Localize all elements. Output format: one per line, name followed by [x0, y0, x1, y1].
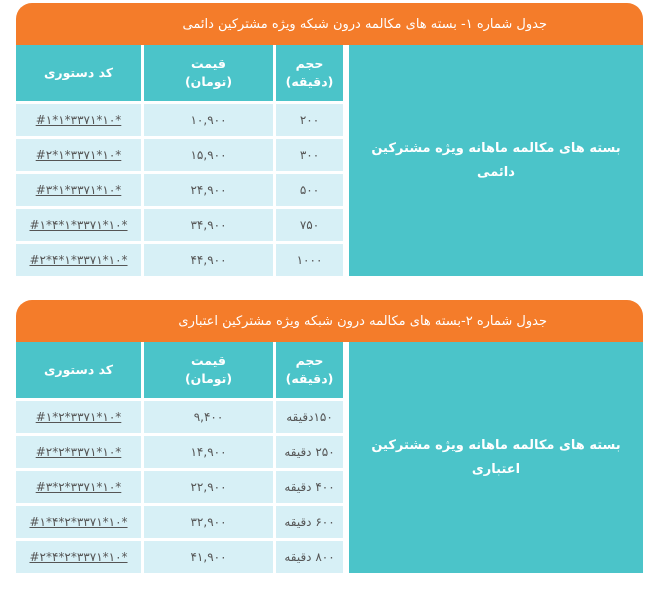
- table-row-price: [144, 436, 273, 468]
- package-table: [16, 342, 643, 573]
- volume-value: ۲۰۰: [299, 113, 320, 127]
- table-row-code[interactable]: [16, 104, 141, 136]
- ussd-code-link[interactable]: #۱*۴*۱*۳۳۷۱*۱۰*: [29, 218, 128, 232]
- volume-value: ۶۰۰ دقیقه: [284, 515, 335, 529]
- table-row-code[interactable]: [16, 436, 141, 468]
- table-title-bar: [16, 300, 643, 342]
- table-row-volume: [276, 401, 343, 433]
- header-code: [16, 45, 141, 101]
- table-row-code[interactable]: [16, 209, 141, 241]
- table-row-price: [144, 104, 273, 136]
- package-category-label: بسته های مکالمه ماهانه ویژه مشترکین دائمی: [371, 140, 621, 180]
- table-row-volume: [276, 139, 343, 171]
- table-row-volume: [276, 436, 343, 468]
- ussd-code-link[interactable]: #۲*۲*۳۳۷۱*۱۰*: [35, 445, 122, 459]
- table-title: جدول شماره ۲-بسته های مکالمه درون شبکه ویژه مشترکین اعتباری: [178, 313, 547, 329]
- table-row-code[interactable]: [16, 244, 141, 276]
- price-value: ۳۲,۹۰۰: [190, 515, 227, 529]
- table-row-code[interactable]: [16, 541, 141, 573]
- price-value: ۲۲,۹۰۰: [190, 480, 227, 494]
- header-volume-unit: (دقیقه): [285, 74, 334, 89]
- table-panel-permanent: [16, 3, 643, 276]
- ussd-code-link[interactable]: #۳*۲*۳۳۷۱*۱۰*: [35, 480, 122, 494]
- price-value: ۳۴,۹۰۰: [190, 218, 227, 232]
- header-volume-unit: (دقیقه): [285, 371, 334, 386]
- ussd-code-link[interactable]: #۲*۴*۲*۳۳۷۱*۱۰*: [29, 550, 128, 564]
- header-price: [144, 45, 273, 101]
- header-volume: [276, 45, 343, 101]
- volume-value: ۵۰۰: [299, 183, 320, 197]
- table-row-price: [144, 471, 273, 503]
- price-value: ۲۴,۹۰۰: [190, 183, 227, 197]
- price-value: ۹,۴۰۰: [193, 410, 224, 424]
- price-value: ۱۵,۹۰۰: [190, 148, 227, 162]
- table-row-price: [144, 209, 273, 241]
- ussd-code-link[interactable]: #۱*۱*۳۳۷۱*۱۰*: [35, 113, 122, 127]
- header-volume: [276, 342, 343, 398]
- table-row-price: [144, 401, 273, 433]
- header-code-label: کد دستوری: [43, 362, 114, 377]
- package-category: [346, 45, 643, 276]
- table-title: جدول شماره ۱- بسته های مکالمه درون شبکه ویژه مشترکین دائمی: [182, 16, 547, 32]
- volume-value: ۱۰۰۰: [296, 253, 323, 267]
- table-row-volume: [276, 209, 343, 241]
- table-row-volume: [276, 174, 343, 206]
- table-title-bar: [16, 3, 643, 45]
- table-row-code[interactable]: [16, 139, 141, 171]
- ussd-code-link[interactable]: #۱*۴*۲*۳۳۷۱*۱۰*: [29, 515, 128, 529]
- package-table: [16, 45, 643, 276]
- volume-value: ۳۰۰: [299, 148, 320, 162]
- table-row-code[interactable]: [16, 506, 141, 538]
- volume-value: ۱۵۰دقیقه: [286, 410, 333, 424]
- volume-value: ۴۰۰ دقیقه: [284, 480, 335, 494]
- ussd-code-link[interactable]: #۲*۴*۱*۳۳۷۱*۱۰*: [29, 253, 128, 267]
- header-price-unit: (تومان): [184, 74, 233, 89]
- table-row-volume: [276, 506, 343, 538]
- table-panel-prepaid: [16, 300, 643, 573]
- price-value: ۴۴,۹۰۰: [190, 253, 227, 267]
- table-row-volume: [276, 471, 343, 503]
- table-row-code[interactable]: [16, 401, 141, 433]
- price-value: ۴۱,۹۰۰: [190, 550, 227, 564]
- header-volume-label: حجم: [295, 56, 324, 71]
- table-row-volume: [276, 244, 343, 276]
- table-row-price: [144, 244, 273, 276]
- header-volume-label: حجم: [295, 353, 324, 368]
- ussd-code-link[interactable]: #۱*۲*۳۳۷۱*۱۰*: [35, 410, 122, 424]
- volume-value: ۷۵۰: [299, 218, 320, 232]
- ussd-code-link[interactable]: #۲*۱*۳۳۷۱*۱۰*: [35, 148, 122, 162]
- table-row-code[interactable]: [16, 471, 141, 503]
- table-row-volume: [276, 541, 343, 573]
- header-price-label: قیمت: [191, 56, 226, 71]
- table-row-code[interactable]: [16, 174, 141, 206]
- header-price-unit: (تومان): [184, 371, 233, 386]
- table-row-price: [144, 506, 273, 538]
- table-row-price: [144, 174, 273, 206]
- ussd-code-link[interactable]: #۳*۱*۳۳۷۱*۱۰*: [35, 183, 122, 197]
- table-row-price: [144, 139, 273, 171]
- volume-value: ۲۵۰ دقیقه: [284, 445, 335, 459]
- volume-value: ۸۰۰ دقیقه: [284, 550, 335, 564]
- price-value: ۱۰,۹۰۰: [190, 113, 227, 127]
- package-category-label: بسته های مکالمه ماهانه ویژه مشترکین اعتباری: [371, 437, 621, 477]
- table-row-price: [144, 541, 273, 573]
- header-code-label: کد دستوری: [43, 65, 114, 80]
- package-category: [346, 342, 643, 573]
- header-price: [144, 342, 273, 398]
- table-row-volume: [276, 104, 343, 136]
- header-code: [16, 342, 141, 398]
- header-price-label: قیمت: [191, 353, 226, 368]
- price-value: ۱۴,۹۰۰: [190, 445, 227, 459]
